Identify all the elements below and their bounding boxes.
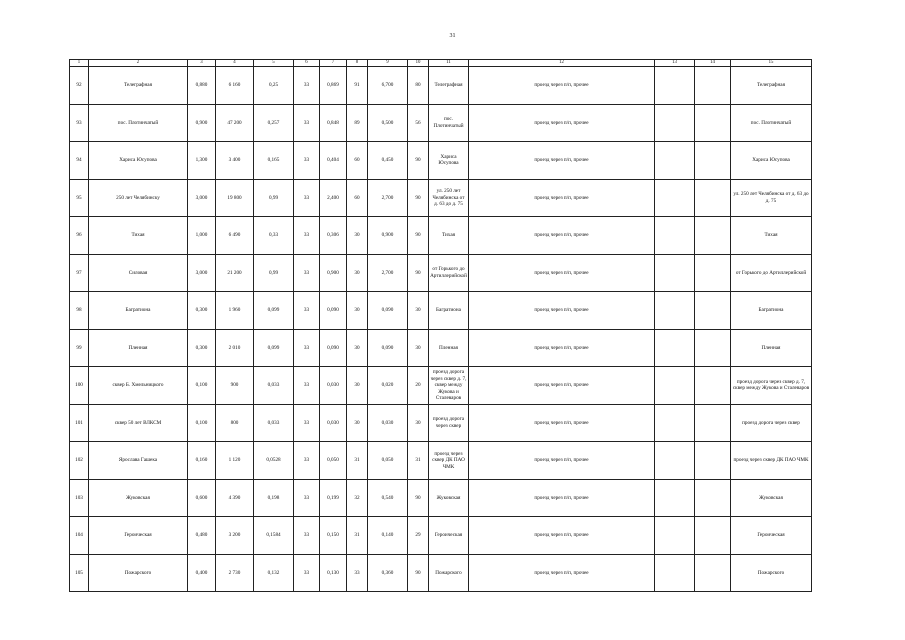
cell-col-3: 0,400: [188, 554, 216, 592]
cell-col-14: [695, 142, 731, 180]
cell-col-15-location: проезд через сквер ДК ПАО ЧМК: [731, 442, 812, 480]
cell-col-10: 30: [408, 329, 429, 367]
column-header: 4: [216, 60, 254, 67]
cell-col-8: 31: [347, 442, 368, 480]
cell-street-name: Багратиона: [89, 292, 188, 330]
cell-row-number: 100: [70, 367, 89, 405]
cell-col-11-location: от Горького до Артиллерийской: [429, 254, 469, 292]
cell-col-7: 0,848: [320, 104, 347, 142]
cell-col-12-type: проезд через п/п, прочее: [469, 367, 655, 405]
cell-col-4: 21 200: [216, 254, 254, 292]
cell-col-7: 0,030: [320, 404, 347, 442]
cell-col-6: 33: [294, 217, 320, 255]
cell-col-9: 0,540: [368, 479, 408, 517]
cell-col-8: 33: [347, 554, 368, 592]
column-header: 13: [655, 60, 695, 67]
cell-col-9: 0,030: [368, 404, 408, 442]
table-row: [70, 217, 812, 255]
cell-col-7: 2,400: [320, 179, 347, 217]
cell-col-12-type: проезд через п/п, прочее: [469, 104, 655, 142]
cell-col-14: [695, 517, 731, 555]
column-header: 8: [347, 60, 368, 67]
cell-col-12-type: проезд через п/п, прочее: [469, 329, 655, 367]
cell-street-name: пос. Плотинчатый: [89, 104, 188, 142]
cell-street-name: Ярослава Гашека: [89, 442, 188, 480]
cell-col-12-type: проезд через п/п, прочее: [469, 254, 655, 292]
cell-row-number: 101: [70, 404, 89, 442]
cell-col-7: 0,030: [320, 367, 347, 405]
cell-col-8: 30: [347, 329, 368, 367]
cell-col-3: 0,300: [188, 329, 216, 367]
table-row: [70, 179, 812, 217]
cell-col-3: 0,900: [188, 104, 216, 142]
cell-col-15-location: от Горького до Артиллерийской: [731, 254, 812, 292]
cell-col-5: 0,198: [254, 479, 294, 517]
cell-col-6: 33: [294, 179, 320, 217]
cell-street-name: Героическая: [89, 517, 188, 555]
column-header: 1: [70, 60, 89, 67]
cell-col-10: 31: [408, 442, 429, 480]
cell-col-8: 30: [347, 254, 368, 292]
cell-row-number: 95: [70, 179, 89, 217]
cell-col-12-type: проезд через п/п, прочее: [469, 67, 655, 105]
cell-col-8: 60: [347, 142, 368, 180]
cell-col-9: 0,140: [368, 517, 408, 555]
cell-col-3: 3,000: [188, 179, 216, 217]
cell-col-12-type: проезд через п/п, прочее: [469, 479, 655, 517]
cell-col-8: 30: [347, 217, 368, 255]
table-row: [70, 292, 812, 330]
cell-street-name: Жуковская: [89, 479, 188, 517]
cell-street-name: Силовая: [89, 254, 188, 292]
cell-col-5: 0,099: [254, 329, 294, 367]
cell-col-3: 0,600: [188, 479, 216, 517]
cell-col-3: 0,480: [188, 517, 216, 555]
cell-col-8: 31: [347, 517, 368, 555]
cell-col-7: 0,130: [320, 554, 347, 592]
cell-col-13: [655, 254, 695, 292]
cell-col-7: 0,050: [320, 442, 347, 480]
cell-col-6: 33: [294, 554, 320, 592]
cell-col-7: 0,900: [320, 254, 347, 292]
table-row: [70, 404, 812, 442]
cell-row-number: 92: [70, 67, 89, 105]
cell-col-4: 19 800: [216, 179, 254, 217]
cell-col-4: 6 490: [216, 217, 254, 255]
cell-col-11-location: проезд дорога через сквер: [429, 404, 469, 442]
cell-row-number: 104: [70, 517, 89, 555]
cell-col-8: 32: [347, 479, 368, 517]
cell-col-11-location: проезд дорога через сквер д. 7, сквер между Жукова и Сталеваров: [429, 367, 469, 405]
cell-col-12-type: проезд через п/п, прочее: [469, 179, 655, 217]
cell-col-9: 6,700: [368, 67, 408, 105]
cell-col-14: [695, 254, 731, 292]
column-header: 3: [188, 60, 216, 67]
cell-col-5: 0,257: [254, 104, 294, 142]
column-header: 15: [731, 60, 812, 67]
cell-col-15-location: Тихая: [731, 217, 812, 255]
cell-col-13: [655, 517, 695, 555]
cell-col-10: 80: [408, 67, 429, 105]
cell-col-11-location: Пленная: [429, 329, 469, 367]
cell-col-10: 90: [408, 254, 429, 292]
cell-col-13: [655, 404, 695, 442]
cell-col-7: 0,199: [320, 479, 347, 517]
cell-col-9: 0,900: [368, 217, 408, 255]
cell-col-4: 2 010: [216, 329, 254, 367]
cell-col-6: 33: [294, 367, 320, 405]
cell-col-11-location: Хариса Юсупова: [429, 142, 469, 180]
cell-col-10: 90: [408, 217, 429, 255]
cell-col-5: 0,033: [254, 367, 294, 405]
cell-row-number: 93: [70, 104, 89, 142]
cell-col-6: 33: [294, 104, 320, 142]
cell-col-7: 0,150: [320, 517, 347, 555]
cell-row-number: 97: [70, 254, 89, 292]
cell-col-13: [655, 479, 695, 517]
table-row: [70, 104, 812, 142]
cell-col-6: 33: [294, 67, 320, 105]
cell-col-6: 33: [294, 292, 320, 330]
cell-col-6: 33: [294, 479, 320, 517]
cell-col-8: 30: [347, 404, 368, 442]
cell-col-5: 0,25: [254, 67, 294, 105]
column-header: 14: [695, 60, 731, 67]
cell-col-15-location: проезд дорога через сквер: [731, 404, 812, 442]
cell-col-9: 0,090: [368, 329, 408, 367]
cell-col-4: 47 200: [216, 104, 254, 142]
cell-col-7: 0,090: [320, 329, 347, 367]
cell-col-13: [655, 442, 695, 480]
cell-col-13: [655, 554, 695, 592]
cell-col-10: 90: [408, 479, 429, 517]
cell-col-14: [695, 442, 731, 480]
cell-col-6: 33: [294, 254, 320, 292]
cell-col-12-type: проезд через п/п, прочее: [469, 554, 655, 592]
cell-col-15-location: Жуковская: [731, 479, 812, 517]
cell-col-4: 1 960: [216, 292, 254, 330]
cell-col-8: 91: [347, 67, 368, 105]
cell-col-12-type: проезд через п/п, прочее: [469, 142, 655, 180]
cell-street-name: сквер 50 лет ВЛКСМ: [89, 404, 188, 442]
cell-col-11-location: Пожарского: [429, 554, 469, 592]
cell-col-11-location: Тихая: [429, 217, 469, 255]
cell-row-number: 103: [70, 479, 89, 517]
cell-col-5: 0,0528: [254, 442, 294, 480]
cell-row-number: 105: [70, 554, 89, 592]
cell-col-14: [695, 67, 731, 105]
cell-col-11-location: Героическая: [429, 517, 469, 555]
column-header: 2: [89, 60, 188, 67]
cell-col-10: 90: [408, 554, 429, 592]
cell-col-9: 0,020: [368, 367, 408, 405]
cell-col-11-location: пос. Плотинчатый: [429, 104, 469, 142]
cell-row-number: 96: [70, 217, 89, 255]
column-header: 12: [469, 60, 655, 67]
cell-col-12-type: проезд через п/п, прочее: [469, 442, 655, 480]
table-body: [70, 67, 812, 592]
cell-col-14: [695, 292, 731, 330]
cell-col-5: 0,165: [254, 142, 294, 180]
cell-col-3: 1,000: [188, 217, 216, 255]
cell-col-15-location: Пленная: [731, 329, 812, 367]
cell-col-4: 4 390: [216, 479, 254, 517]
cell-col-15-location: Героическая: [731, 517, 812, 555]
cell-col-3: 0,160: [188, 442, 216, 480]
cell-col-14: [695, 554, 731, 592]
cell-street-name: сквер Б. Хмельницкого: [89, 367, 188, 405]
cell-col-6: 33: [294, 517, 320, 555]
cell-col-9: 0,050: [368, 442, 408, 480]
cell-col-9: 2,700: [368, 179, 408, 217]
cell-col-3: 0,880: [188, 67, 216, 105]
cell-row-number: 99: [70, 329, 89, 367]
cell-col-3: 0,300: [188, 292, 216, 330]
cell-col-11-location: ул. 250 лет Челябинска от д. 63 до д. 75: [429, 179, 469, 217]
cell-col-4: 2 730: [216, 554, 254, 592]
column-header: 5: [254, 60, 294, 67]
cell-col-5: 0,033: [254, 404, 294, 442]
cell-col-13: [655, 104, 695, 142]
page-number: 31: [449, 33, 456, 39]
cell-col-4: 900: [216, 367, 254, 405]
cell-col-14: [695, 104, 731, 142]
cell-col-10: 90: [408, 142, 429, 180]
cell-col-4: 3 400: [216, 142, 254, 180]
cell-col-10: 29: [408, 517, 429, 555]
cell-col-15-location: Хариса Юсупова: [731, 142, 812, 180]
cell-col-11-location: Жуковская: [429, 479, 469, 517]
column-header: 7: [320, 60, 347, 67]
cell-street-name: Пожарского: [89, 554, 188, 592]
cell-col-9: 0,360: [368, 554, 408, 592]
cell-col-14: [695, 329, 731, 367]
cell-col-13: [655, 292, 695, 330]
cell-street-name: Пленная: [89, 329, 188, 367]
cell-col-14: [695, 217, 731, 255]
cell-col-14: [695, 479, 731, 517]
cell-col-12-type: проезд через п/п, прочее: [469, 292, 655, 330]
cell-col-13: [655, 329, 695, 367]
cell-col-8: 89: [347, 104, 368, 142]
data-table: [69, 59, 812, 592]
cell-col-12-type: проезд через п/п, прочее: [469, 404, 655, 442]
cell-col-9: 2,700: [368, 254, 408, 292]
column-header: 11: [429, 60, 469, 67]
cell-col-12-type: проезд через п/п, прочее: [469, 517, 655, 555]
table-row: [70, 142, 812, 180]
cell-row-number: 94: [70, 142, 89, 180]
cell-col-10: 30: [408, 404, 429, 442]
cell-col-13: [655, 142, 695, 180]
cell-col-11-location: Телеграфная: [429, 67, 469, 105]
cell-col-9: 0,450: [368, 142, 408, 180]
cell-col-9: 0,500: [368, 104, 408, 142]
cell-street-name: Хариса Юсупова: [89, 142, 188, 180]
cell-col-13: [655, 217, 695, 255]
cell-col-14: [695, 367, 731, 405]
cell-col-6: 33: [294, 142, 320, 180]
cell-col-5: 0,99: [254, 179, 294, 217]
cell-col-4: 800: [216, 404, 254, 442]
cell-col-7: 0,306: [320, 217, 347, 255]
table-row: [70, 367, 812, 405]
table-row: [70, 479, 812, 517]
cell-col-8: 60: [347, 179, 368, 217]
cell-col-15-location: пос. Плотинчатый: [731, 104, 812, 142]
cell-col-3: 0,100: [188, 404, 216, 442]
cell-row-number: 98: [70, 292, 89, 330]
cell-col-3: 3,000: [188, 254, 216, 292]
cell-street-name: Тихая: [89, 217, 188, 255]
cell-col-10: 56: [408, 104, 429, 142]
column-header: 10: [408, 60, 429, 67]
cell-col-8: 30: [347, 367, 368, 405]
cell-col-11-location: Багратиона: [429, 292, 469, 330]
cell-col-11-location: проезд через сквер ДК ПАО ЧМК: [429, 442, 469, 480]
cell-col-15-location: проезд дорога через сквер д. 7, сквер между Жукова и Сталеваров: [731, 367, 812, 405]
cell-col-13: [655, 367, 695, 405]
cell-col-5: 0,33: [254, 217, 294, 255]
cell-col-14: [695, 404, 731, 442]
cell-col-13: [655, 179, 695, 217]
cell-col-8: 30: [347, 292, 368, 330]
cell-col-7: 0,404: [320, 142, 347, 180]
cell-col-3: 0,100: [188, 367, 216, 405]
cell-col-4: 3 200: [216, 517, 254, 555]
cell-col-13: [655, 67, 695, 105]
cell-street-name: Телеграфная: [89, 67, 188, 105]
cell-col-7: 0,090: [320, 292, 347, 330]
cell-col-15-location: Телеграфная: [731, 67, 812, 105]
cell-col-15-location: Багратиона: [731, 292, 812, 330]
cell-col-4: 1 120: [216, 442, 254, 480]
cell-col-10: 30: [408, 292, 429, 330]
table-row: [70, 329, 812, 367]
header-row: [70, 60, 812, 67]
table-row: [70, 254, 812, 292]
cell-col-5: 0,99: [254, 254, 294, 292]
cell-col-9: 0,090: [368, 292, 408, 330]
cell-col-6: 33: [294, 442, 320, 480]
cell-col-15-location: Пожарского: [731, 554, 812, 592]
cell-col-7: 0,869: [320, 67, 347, 105]
cell-col-5: 0,132: [254, 554, 294, 592]
cell-col-10: 90: [408, 179, 429, 217]
cell-col-10: 20: [408, 367, 429, 405]
table-header: [70, 60, 812, 67]
column-header: 6: [294, 60, 320, 67]
cell-row-number: 102: [70, 442, 89, 480]
cell-street-name: 250 лет Челябинску: [89, 179, 188, 217]
cell-col-12-type: проезд через п/п, прочее: [469, 217, 655, 255]
column-header: 9: [368, 60, 408, 67]
table-row: [70, 517, 812, 555]
table-row: [70, 554, 812, 592]
cell-col-5: 0,1584: [254, 517, 294, 555]
cell-col-3: 1,300: [188, 142, 216, 180]
cell-col-14: [695, 179, 731, 217]
cell-col-15-location: ул. 250 лет Челябинска от д. 63 до д. 75: [731, 179, 812, 217]
cell-col-6: 33: [294, 404, 320, 442]
table-row: [70, 67, 812, 105]
cell-col-6: 33: [294, 329, 320, 367]
cell-col-4: 6 160: [216, 67, 254, 105]
table-row: [70, 442, 812, 480]
cell-col-5: 0,099: [254, 292, 294, 330]
